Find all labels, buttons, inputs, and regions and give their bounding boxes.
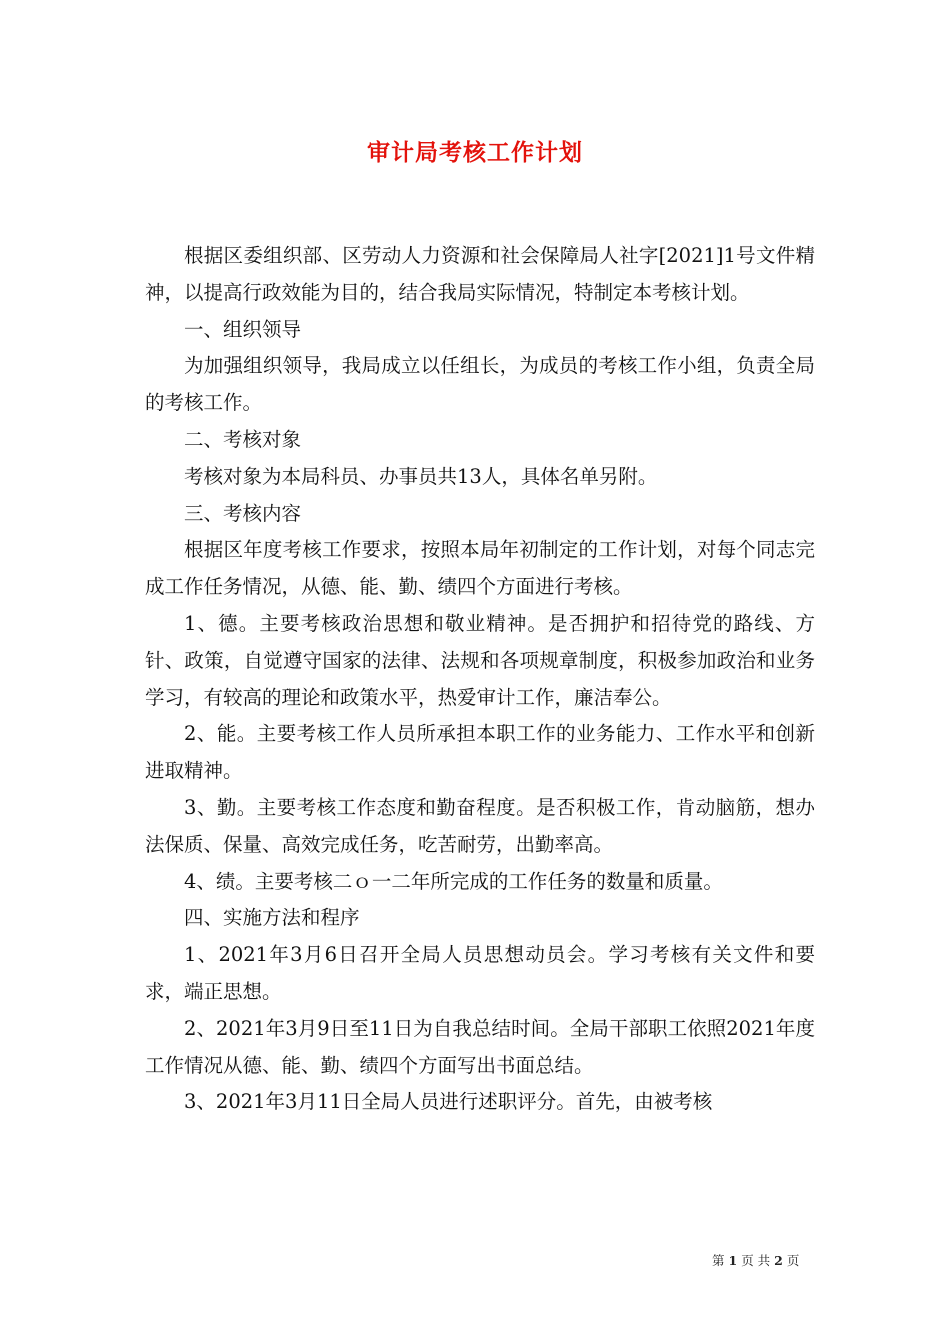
paragraph: 2、能。主要考核工作人员所承担本职工作的业务能力、工作水平和创新进取精神。: [145, 722, 815, 783]
footer-middle: 页 共: [741, 1253, 771, 1268]
footer-suffix: 页: [786, 1253, 800, 1268]
paragraph: 考核对象为本局科员、办事员共13人，具体名单另附。: [184, 464, 658, 488]
footer-prefix: 第: [712, 1253, 725, 1268]
section-heading: 一、组织领导: [184, 317, 302, 341]
document-title: 审计局考核工作计划: [367, 139, 583, 166]
paragraph: 2、2021年3月9日至11日为自我总结时间。全局干部职工依照2021年度工作情况从德、能、勤、绩四个方面写出书面总结。: [145, 1016, 815, 1077]
paragraph: 1、德。主要考核政治思想和敬业精神。是否拥护和招待党的路线、方针、政策，自觉遵守国家的法律、法规和各项规章制度，积极参加政治和业务学习，有较高的理论和政策水平，热爱审计工作，廉洁奉公。: [145, 611, 815, 709]
paragraph: 1、2021年3月6日召开全局人员思想动员会。学习考核有关文件和要求，端正思想。: [145, 943, 815, 1003]
section-heading: 二、考核对象: [184, 427, 302, 451]
paragraph: 根据区委组织部、区劳动人力资源和社会保障局人社字[2021]1号文件精神，以提高行政效能为目的，结合我局实际情况，特制定本考核计划。: [145, 244, 815, 304]
section-heading: 三、考核内容: [184, 501, 302, 525]
current-page-number: 1: [728, 1253, 738, 1268]
paragraph: 3、2021年3月11日全局人员进行述职评分。首先，由被考核: [184, 1090, 713, 1114]
paragraph: 根据区年度考核工作要求，按照本局年初制定的工作计划，对每个同志完成工作任务情况，从德、能、勤、绩四个方面进行考核。: [145, 538, 815, 599]
paragraph: 3、勤。主要考核工作态度和勤奋程度。是否积极工作，肯动脑筋，想办法保质、保量、高效完成任务，吃苦耐劳，出勤率高。: [145, 795, 815, 856]
total-page-number: 2: [774, 1253, 783, 1268]
section-heading: 四、实施方法和程序: [184, 906, 360, 930]
page-number-footer: [712, 1251, 799, 1269]
document-body: [145, 238, 815, 1121]
paragraph: 为加强组织领导，我局成立以任组长，为成员的考核工作小组，负责全局的考核工作。: [145, 354, 815, 415]
paragraph: 4、绩。主要考核二ｏ一二年所完成的工作任务的数量和质量。: [184, 869, 723, 893]
